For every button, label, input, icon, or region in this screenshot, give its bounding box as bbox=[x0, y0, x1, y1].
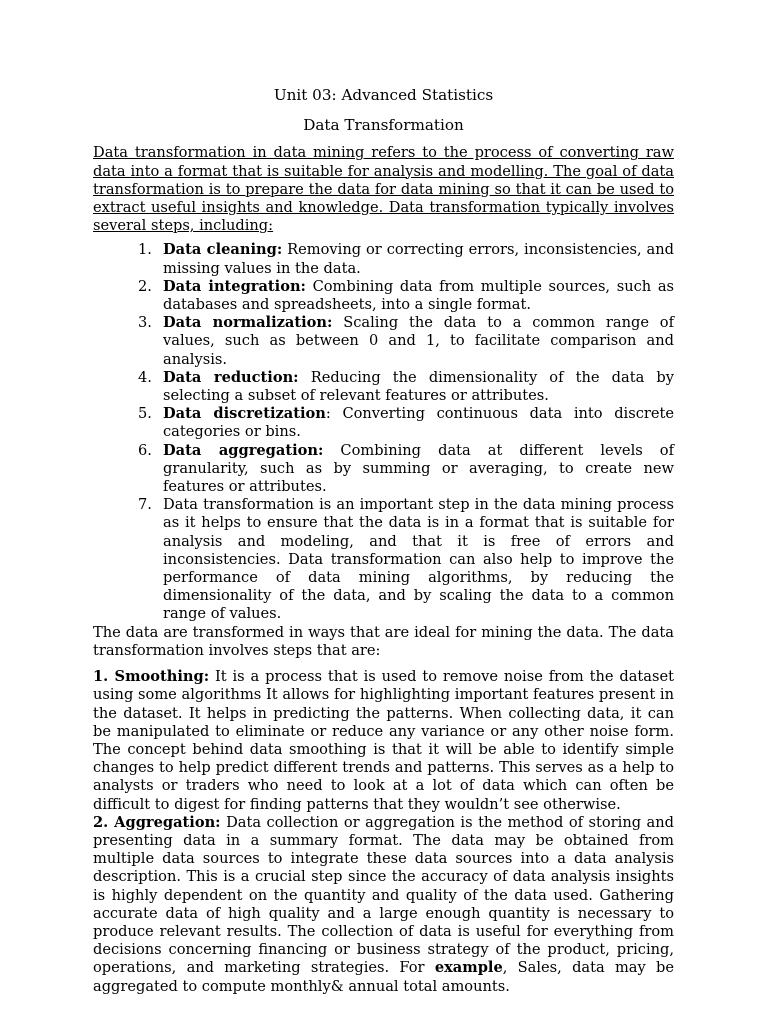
step-text: : Converting continuous data into discrete categories or bins. bbox=[163, 405, 674, 441]
list-number: 5. bbox=[138, 405, 152, 423]
list-number: 7. bbox=[138, 496, 152, 514]
step-term: Data reduction: bbox=[163, 368, 299, 386]
list-number: 1. bbox=[138, 241, 152, 259]
smoothing-text: It is a process that is used to remove noise from the dataset using some algorithms It allows for highlighting important features present in the dataset. It helps in predicting the patterns. When collecting data, it can be manipulated to eliminate or reduce any variance or any other noise form. The concept behind data smoothing is that it will be able to identify simple changes to help predict different trends and patterns. This serves as a help to analysts or traders who need to look at a lot of data which can often be difficult to digest for finding patterns that they wouldn’t see otherwise. bbox=[93, 668, 674, 813]
list-item bbox=[93, 405, 674, 441]
list-item bbox=[93, 369, 674, 405]
bridge-paragraph: The data are transformed in ways that are ideal for mining the data. The data transformation involves steps that are: bbox=[93, 623, 674, 659]
step-text: Reducing the dimensionality of the data by selecting a subset of relevant features or attributes. bbox=[163, 368, 674, 405]
step-text: Scaling the data to a common range of values, such as between 0 and 1, to facilitate comparison and analysis. bbox=[163, 314, 674, 368]
unit-title: Unit 03: Advanced Statistics bbox=[273, 86, 494, 104]
aggregation-paragraph bbox=[93, 814, 674, 996]
steps-list bbox=[93, 241, 674, 623]
step-text: Combining data from multiple sources, such as databases and spreadsheets, into a single format. bbox=[163, 277, 675, 314]
list-number: 3. bbox=[138, 314, 152, 332]
step-text: Combining data at different levels of granularity, such as by summing or averaging, to create new features or attributes. bbox=[163, 441, 674, 496]
step-text: Data transformation is an important step in the data mining process as it helps to ensure that the data is in a format that is suitable for analysis and modeling, and that it is free of errors and inconsistencies. Data transformation can also help to improve the performance of data mining algorithms, by reducing the dimensionality of the data, and by scaling the data to a common range of values. bbox=[163, 496, 674, 623]
smoothing-paragraph bbox=[93, 668, 674, 814]
document-page bbox=[93, 86, 674, 996]
list-item bbox=[93, 241, 674, 277]
step-term: Data cleaning: bbox=[163, 241, 283, 259]
aggregation-term: 2. Aggregation: bbox=[93, 813, 221, 831]
aggregation-text-end: , Sales, data may be aggregated to compute monthly& annual total amounts. bbox=[93, 959, 674, 995]
step-term: Data aggregation: bbox=[163, 441, 324, 459]
aggregation-text: Data collection or aggregation is the method of storing and presenting data in a summary format. The data may be obtained from multiple data sources to integrate these data sources into a data analysis description. This is a crucial step since the accuracy of data analysis insights is highly dependent on the quantity and quality of the data used. Gathering accurate data of high quality and a large enough quantity is necessary to produce relevant results. The collection of data is useful for everything from decisions concerning financing or business strategy of the product, pricing, operations, and marketing strategies. For bbox=[93, 813, 675, 977]
step-term: Data normalization: bbox=[163, 314, 333, 332]
list-number: 4. bbox=[138, 368, 152, 386]
example-word: example bbox=[434, 959, 503, 977]
section-title: Data Transformation bbox=[303, 116, 464, 135]
list-item bbox=[93, 278, 674, 314]
step-term: Data integration: bbox=[163, 277, 306, 295]
smoothing-term: 1. Smoothing: bbox=[93, 668, 210, 686]
list-number: 6. bbox=[138, 441, 152, 459]
list-item bbox=[93, 442, 674, 497]
step-term: Data discretization bbox=[163, 405, 326, 423]
list-item bbox=[93, 496, 674, 623]
step-text: Removing or correcting errors, inconsistencies, and missing values in the data. bbox=[163, 241, 674, 277]
list-item bbox=[93, 314, 674, 369]
list-number: 2. bbox=[138, 277, 152, 295]
intro-paragraph: Data transformation in data mining refers to the process of converting raw data into a format that is suitable for analysis and modelling. The goal of data transformation is to prepare the data for data mining so that it can be used to extract useful insights and knowledge. Data transformation typically involves several steps, including: bbox=[93, 144, 674, 235]
